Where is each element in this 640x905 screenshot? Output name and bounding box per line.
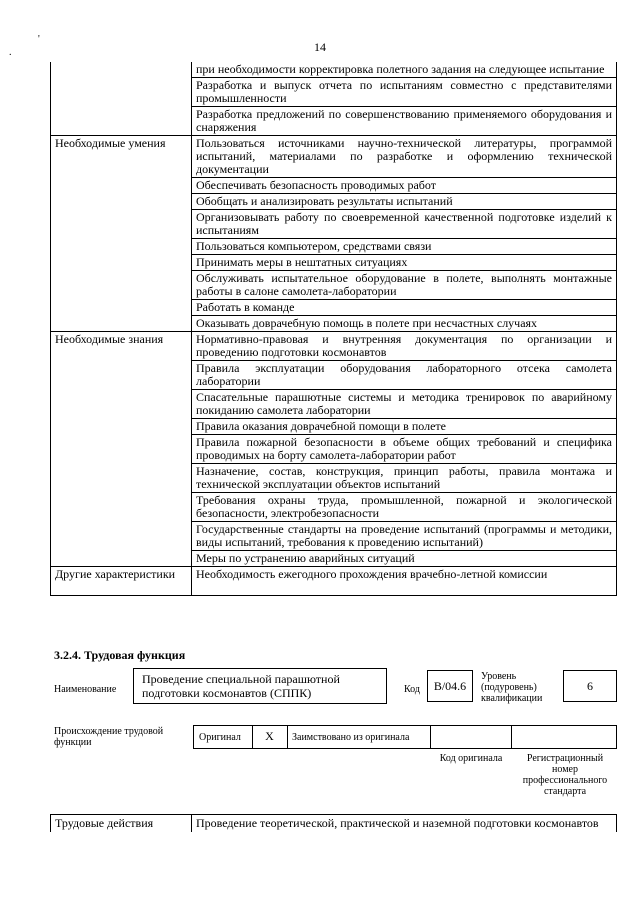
knowledge-item: Спасательные парашютные системы и методика тренировок по аварийному покиданию самолета лаборатории [192,390,617,419]
page-number: 14 [314,40,326,54]
activity-item: Разработка и выпуск отчета по испытаниям совместно с представителями промышленности [192,78,617,107]
function-name-field: Проведение специальной парашютной подготовки космонавтов (СППК) [133,668,387,704]
skill-item: Обслуживать испытательное оборудование в полете, выполнять монтажные работы в салоне самолета-лаборатории [192,271,617,300]
knowledge-label: Необходимые знания [51,332,192,567]
skill-item: Обеспечивать безопасность проводимых работ [192,178,617,194]
actions-label: Трудовые действия [51,815,192,833]
other-item: Необходимость ежегодного прохождения врачебно-летной комиссии [192,567,617,596]
knowledge-item: Правила эксплуатации оборудования лабораторного отсека самолета лаборатории [192,361,617,390]
skill-item: Пользоваться компьютером, средствами связи [192,239,617,255]
code-label: Код [404,684,420,695]
knowledge-item: Государственные стандарты на проведение испытаний (программы и методики, виды испытаний, требования к проведению испытаний) [192,522,617,551]
skill-item: Принимать меры в нештатных ситуациях [192,255,617,271]
reg-caption: Регистрационный номер профессионального стандарта [522,753,608,797]
skills-label: Необходимые умения [51,136,192,332]
other-label: Другие характеристики [51,567,192,596]
knowledge-item: Нормативно-правовая и внутренняя документация по организации и проведению подготовки космонавтов [192,332,617,361]
code-field: B/04.6 [427,670,473,702]
level-label: Уровень (подуровень) квалификации [481,671,543,704]
skill-item: Организовывать работу по своевременной качественной подготовке изделий к испытаниям [192,210,617,239]
origin-label: Происхождение трудовой функции [54,726,164,748]
scan-mark: . [9,47,12,58]
knowledge-item: Назначение, состав, конструкция, принцип работы, правила монтажа и технической эксплуатации объектов испытаний [192,464,617,493]
skill-item: Пользоваться источниками научно-технической литературы, программой испытаний, материалами по разработке и оформлению технической документации [192,136,617,178]
knowledge-item: Требования охраны труда, промышленной, пожарной и экологической безопасности, электробезопасности [192,493,617,522]
activity-item: при необходимости корректировка полетного задания на следующее испытание [192,62,617,78]
requirements-table [50,62,617,596]
table-row [51,136,617,178]
action-item: Проведение теоретической, практической и наземной подготовки космонавтов [192,815,617,833]
original-mark: X [265,729,274,743]
knowledge-item: Меры по устранению аварийных ситуаций [192,551,617,567]
original-label: Оригинал [199,732,241,743]
knowledge-item: Правила пожарной безопасности в объеме общих требований и специфика проводимых на борту самолета-лаборатории работ [192,435,617,464]
actions-table [50,814,617,832]
knowledge-item: Правила оказания доврачебной помощи в полете [192,419,617,435]
table-row [51,62,617,78]
borrowed-label: Заимствовано из оригинала [292,732,410,743]
table-row [51,815,617,833]
name-label: Наименование [54,684,117,695]
table-row [51,567,617,596]
skill-item: Обобщать и анализировать результаты испытаний [192,194,617,210]
code-caption: Код оригинала [439,753,503,764]
table-row [51,332,617,361]
skill-item: Работать в команде [192,300,617,316]
section-title: 3.2.4. Трудовая функция [54,648,186,662]
skill-item: Оказывать доврачебную помощь в полете при несчастных случаях [192,316,617,332]
activity-item: Разработка предложений по совершенствованию применяемого оборудования и снаряжения [192,107,617,136]
level-field: 6 [563,670,617,702]
scan-mark: ' [38,34,40,45]
